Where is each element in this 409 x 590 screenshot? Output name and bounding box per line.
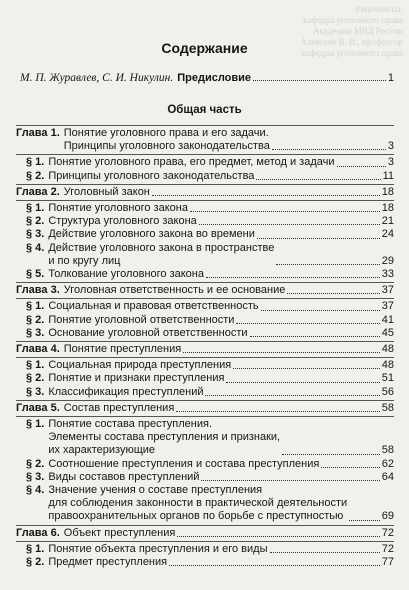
section-entry[interactable] — [16, 202, 394, 215]
chapter-block — [16, 341, 394, 399]
dot-leader — [256, 179, 380, 180]
chapter-label: Глава 4. — [16, 343, 60, 356]
chapter-label: Глава 3. — [16, 284, 60, 297]
section-page: 64 — [381, 470, 394, 483]
section-entry[interactable] — [16, 471, 394, 484]
chapter-label: Глава 6. — [16, 526, 60, 539]
chapter-divider — [16, 357, 394, 358]
section-title: Действие уголовного закона в пространстве и по кругу лиц — [48, 241, 275, 267]
section-number: § 2. — [26, 215, 45, 228]
chapter-page: 18 — [381, 185, 394, 198]
section-page: 21 — [381, 215, 394, 228]
section-number: § 2. — [26, 457, 45, 470]
chapter-label: Глава 5. — [16, 401, 60, 414]
preface-title: Предисловие — [177, 72, 252, 84]
section-entry[interactable] — [16, 314, 394, 327]
section-number: § 1. — [26, 202, 45, 215]
section-number: § 4. — [26, 484, 45, 497]
chapter-block — [16, 184, 394, 281]
section-entry[interactable] — [16, 215, 394, 228]
section-number: § 3. — [26, 470, 45, 483]
chapter-title: Понятие уголовного права и его задачи. Принципы уголовного законодательства — [63, 127, 270, 153]
dot-leader — [177, 536, 379, 537]
page-title: Содержание — [161, 40, 248, 56]
section-entry[interactable] — [16, 359, 394, 372]
section-number: § 1. — [26, 300, 45, 313]
bleed-through-text: Рецензенты: кафедра уголовного права Академии МВД России Алексеев В. И., профессор кафедры уголовного права — [300, 4, 403, 58]
section-page: 56 — [381, 385, 394, 398]
section-page: 11 — [382, 169, 394, 182]
section-page: 24 — [381, 228, 394, 241]
chapter-label: Глава 1. — [16, 127, 60, 139]
dot-leader — [152, 195, 380, 196]
dot-leader — [287, 293, 379, 294]
section-entry[interactable] — [16, 327, 394, 340]
section-page: 29 — [381, 254, 394, 267]
chapter-page: 72 — [381, 526, 394, 539]
chapter-title: Уголовный закон — [63, 185, 150, 198]
chapter-divider — [16, 154, 394, 155]
chapter-entry[interactable] — [16, 127, 394, 153]
section-title: Действие уголовного закона во времени — [48, 228, 255, 241]
section-number: § 2. — [26, 372, 45, 385]
section-number: § 1. — [26, 156, 45, 169]
section-entry[interactable] — [16, 300, 394, 313]
chapter-divider — [16, 298, 394, 299]
section-page: 18 — [381, 202, 394, 215]
chapter-page: 48 — [381, 343, 394, 356]
section-entry[interactable] — [16, 543, 394, 556]
preface-authors: М. П. Журавлев, С. И. Никулин. — [20, 72, 174, 84]
section-number: § 5. — [26, 268, 45, 281]
section-entry[interactable] — [16, 156, 394, 169]
section-entry[interactable] — [16, 458, 394, 471]
chapter-divider — [16, 200, 394, 201]
section-page: 37 — [381, 300, 394, 313]
chapter-page: 37 — [381, 284, 394, 297]
chapter-entry[interactable] — [16, 527, 394, 540]
dot-leader — [321, 467, 379, 468]
section-page: 3 — [387, 156, 394, 169]
section-page: 62 — [381, 457, 394, 470]
chapter-title: Состав преступления — [63, 401, 175, 414]
section-entry[interactable] — [16, 242, 394, 268]
dot-leader — [169, 565, 380, 566]
section-title: Понятие уголовной ответственности — [48, 313, 235, 326]
part-title: Общая часть — [167, 104, 242, 116]
chapter-entry[interactable] — [16, 343, 394, 356]
chapter-page: 58 — [381, 401, 394, 414]
section-title: Предмет преступления — [48, 556, 168, 569]
chapter-page: 3 — [387, 140, 394, 153]
preface-page: 1 — [387, 72, 394, 84]
dot-leader — [257, 238, 380, 239]
table-of-contents — [16, 124, 394, 569]
section-number: § 1. — [26, 359, 45, 372]
dot-leader — [206, 277, 380, 278]
section-page: 45 — [381, 326, 394, 339]
dot-leader — [176, 411, 379, 412]
section-number: § 1. — [26, 418, 45, 431]
dot-leader — [261, 310, 380, 311]
section-title: Толкование уголовного закона — [48, 268, 204, 281]
section-number: § 4. — [26, 241, 45, 254]
dot-leader — [226, 382, 379, 383]
chapter-title: Объект преступления — [63, 526, 176, 539]
section-entry[interactable] — [16, 268, 394, 281]
section-entry[interactable] — [16, 170, 394, 183]
section-title: Структура уголовного закона — [48, 215, 197, 228]
section-number: § 3. — [26, 228, 45, 241]
chapter-block — [16, 525, 394, 570]
dot-leader — [270, 552, 380, 553]
chapter-entry[interactable] — [16, 402, 394, 415]
dot-leader — [201, 480, 379, 481]
section-title: Понятие уголовного закона — [48, 202, 188, 215]
chapter-label: Глава 2. — [16, 185, 60, 198]
section-page: 69 — [381, 510, 394, 523]
section-title: Основание уголовной ответственности — [48, 326, 248, 339]
section-title: Понятие состава преступления. Элементы состава преступления и признаки, их характеризующие — [48, 418, 281, 457]
section-page: 72 — [381, 542, 394, 555]
section-page: 41 — [381, 313, 394, 326]
section-entry[interactable] — [16, 228, 394, 241]
section-number: § 3. — [26, 326, 45, 339]
section-title: Социальная природа преступления — [48, 359, 232, 372]
dot-leader — [199, 224, 380, 225]
section-title: Понятие уголовного права, его предмет, метод и задачи — [48, 156, 335, 169]
chapter-divider — [16, 416, 394, 417]
dot-leader — [205, 395, 379, 396]
section-number: § 2. — [26, 169, 45, 182]
chapter-entry[interactable] — [16, 186, 394, 199]
dot-leader — [253, 80, 386, 81]
dot-leader — [282, 454, 380, 455]
chapter-block — [16, 125, 394, 183]
dot-leader — [276, 264, 379, 265]
section-title: Классификация преступлений — [48, 385, 204, 398]
dot-leader — [190, 211, 380, 212]
dot-leader — [272, 149, 386, 150]
chapter-block — [16, 400, 394, 524]
section-entry[interactable] — [16, 386, 394, 399]
chapter-title: Понятие преступления — [63, 343, 182, 356]
section-entry[interactable] — [16, 418, 394, 458]
dot-leader — [250, 336, 380, 337]
preface-entry[interactable] — [20, 72, 394, 84]
section-entry[interactable] — [16, 556, 394, 569]
section-page: 33 — [381, 268, 394, 281]
section-title: Значение учения о составе преступления для соблюдения законности в практической деятельности правоохранительных органов по борьбе с преступностью — [48, 484, 348, 523]
section-title: Социальная и правовая ответственность — [48, 300, 259, 313]
section-title: Понятие объекта преступления и его виды — [48, 542, 268, 555]
section-title: Принципы уголовного законодательства — [48, 169, 255, 182]
chapter-divider — [16, 541, 394, 542]
section-entry[interactable] — [16, 484, 394, 524]
chapter-title: Уголовная ответственность и ее основание — [63, 284, 286, 297]
dot-leader — [337, 166, 386, 167]
section-title: Понятие и признаки преступления — [48, 372, 225, 385]
dot-leader — [233, 368, 380, 369]
section-number: § 3. — [26, 385, 45, 398]
dot-leader — [236, 323, 379, 324]
chapter-block — [16, 282, 394, 340]
section-number: § 1. — [26, 542, 45, 555]
section-title: Виды составов преступлений — [48, 470, 200, 483]
section-number: § 2. — [26, 313, 45, 326]
chapter-entry[interactable] — [16, 284, 394, 297]
section-page: 58 — [381, 444, 394, 457]
section-page: 51 — [381, 372, 394, 385]
dot-leader — [349, 520, 380, 521]
section-title: Соотношение преступления и состава преступления — [48, 457, 320, 470]
section-page: 48 — [381, 359, 394, 372]
section-page: 77 — [381, 556, 394, 569]
section-number: § 2. — [26, 556, 45, 569]
section-entry[interactable] — [16, 372, 394, 385]
dot-leader — [183, 352, 380, 353]
